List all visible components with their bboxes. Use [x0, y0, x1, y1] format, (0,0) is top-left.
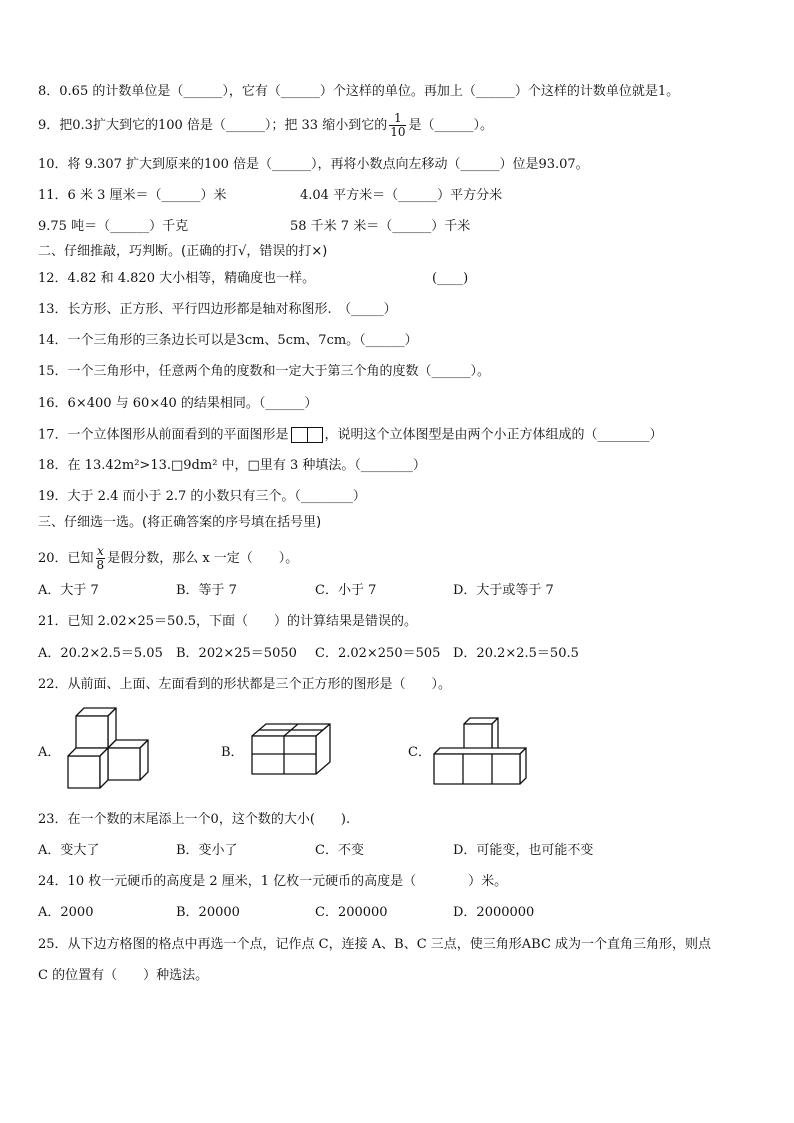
q24-option-b: B．20000: [176, 905, 240, 920]
q24-option-c: C．200000: [315, 905, 388, 920]
section-2-heading: 二、仔细推敲，巧判断。(正确的打√，错误的打×): [38, 244, 328, 259]
question-11-a: 11．6 米 3 厘米＝（______）米: [38, 188, 227, 203]
q20-option-a: A．大于 7: [38, 583, 99, 598]
question-8: 8．0.65 的计数单位是（______），它有（______）个这样的单位。再加上（______）个这样的计数单位就是1。: [38, 84, 680, 99]
question-10: 10．将 9.307 扩大到原来的100 倍是（______），再将小数点向左移动（______）位是93.07。: [38, 157, 589, 172]
question-24: 24．10 枚一元硬币的高度是 2 厘米，1 亿枚一元硬币的高度是（ ）米。: [38, 874, 508, 889]
q21-option-d: D．20.2×2.5＝50.5: [453, 646, 579, 661]
cube-figure-a: [64, 706, 156, 794]
q23-option-d: D．可能变，也可能不变: [453, 843, 594, 858]
q22-option-a-label: A．: [38, 745, 61, 760]
question-16: 16．6×400 与 60×40 的结果相同。（______）: [38, 396, 318, 411]
q9-text-b: 是（______）。: [408, 118, 493, 133]
question-13: 13．长方形、正方形、平行四边形都是轴对称图形. （_____）: [38, 302, 397, 317]
question-11-b: 4.04 平方米＝（______）平方分米: [300, 188, 503, 203]
q20-option-b: B．等于 7: [176, 583, 237, 598]
cube-figure-b: [248, 720, 336, 780]
q20-option-c: C．小于 7: [315, 583, 377, 598]
q20-numerator: x: [96, 544, 104, 558]
section-3-heading: 三、仔细选一选。(将正确答案的序号填在括号里): [38, 515, 322, 530]
q24-option-d: D．2000000: [453, 905, 535, 920]
question-18: 18．在 13.42m²>13.□9dm² 中，□里有 3 种填法。（________）: [38, 458, 426, 473]
q22-option-b-label: B．: [221, 745, 244, 760]
q17-text-a: 17．一个立体图形从前面看到的平面图形是: [38, 427, 289, 443]
q9-text-a: 9．把0.3扩大到它的100 倍是（______）；把 33 缩小到它的: [38, 118, 388, 133]
q21-option-a: A．20.2×2.5＝5.05: [38, 646, 163, 661]
question-14: 14．一个三角形的三条边长可以是3cm、5cm、7cm。（______）: [38, 333, 418, 348]
q23-option-a: A．变大了: [38, 843, 100, 858]
question-9: [38, 112, 493, 139]
q23-option-c: C．不变: [315, 843, 364, 858]
two-squares-figure: [291, 427, 323, 443]
question-22: 22．从前面、上面、左面看到的形状都是三个正方形的图形是（ ）。: [38, 677, 452, 692]
question-25-line-2: C 的位置有（ ）种选法。: [38, 968, 209, 983]
question-12: 12．4.82 和 4.820 大小相等，精确度也一样。: [38, 271, 316, 286]
cube-figure-c: [430, 714, 530, 788]
q22-option-c-label: C．: [408, 745, 431, 760]
q17-text-b: ，说明这个立体图型是由两个小正方体组成的（________）: [324, 427, 663, 443]
q20-denominator: 8: [96, 558, 105, 572]
q9-denominator: 10: [390, 125, 406, 139]
q9-fraction: [389, 112, 406, 139]
q9-numerator: 1: [389, 112, 406, 126]
question-15: 15．一个三角形中，任意两个角的度数和一定大于第三个角的度数（______）。: [38, 364, 491, 379]
question-17: [38, 427, 663, 444]
question-19: 19．大于 2.4 而小于 2.7 的小数只有三个。（________）: [38, 489, 366, 504]
q23-option-b: B．变小了: [176, 843, 238, 858]
question-23: 23．在一个数的末尾添上一个0，这个数的大小( ).: [38, 812, 351, 827]
q20-text-b: 是假分数，那么 x 一定（ ）。: [107, 551, 299, 566]
question-25-line-1: 25．从下边方格图的格点中再选一个点，记作点 C，连接 A、B、C 三点，使三角形ABC 成为一个直角三角形，则点: [38, 937, 712, 952]
question-11-d: 58 千米 7 米＝（______）千米: [290, 219, 471, 234]
q21-option-b: B．202×25＝5050: [176, 646, 297, 661]
question-20: [38, 545, 298, 572]
q20-fraction: [96, 545, 106, 572]
question-21: 21．已知 2.02×25＝50.5，下面（ ）的计算结果是错误的。: [38, 614, 417, 629]
q24-option-a: A．2000: [38, 905, 94, 920]
q21-option-c: C．2.02×250＝505: [315, 646, 441, 661]
q20-option-d: D．大于或等于 7: [453, 583, 554, 598]
question-11-c: 9.75 吨＝（______）千克: [38, 219, 189, 234]
q12-answer-blank: (____): [432, 271, 469, 286]
q20-text-a: 20．已知: [38, 551, 94, 566]
